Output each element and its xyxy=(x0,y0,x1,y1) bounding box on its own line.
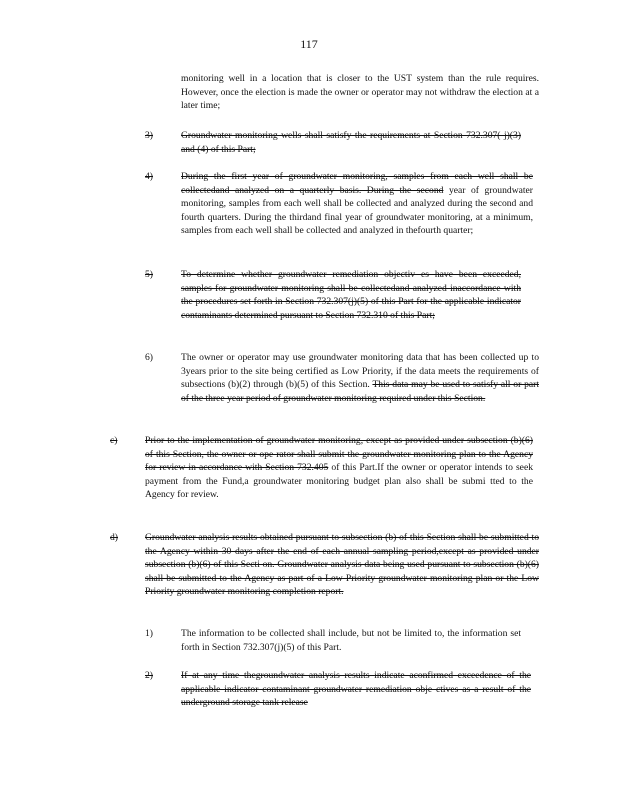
item-d-text: Groundwater analysis results obtained pursuant to subsection (b) of this Section shall be submitted to the Agency within 30 days after the end of each annual sampling period,except as provided under subsection (b)(6) of this Secti on. Groundwater analysis data being used pursuant to subsection (b)(6) shall be submitted to the Agency as part of a Low Priority groundwater monitoring plan or the Low Priority groundwater monitoring completion report. xyxy=(145,532,539,598)
item-3-text: Groundwater monitoring wells shall satisfy the requirements at Section 732.307( j)(3) and (4) of this Part; xyxy=(181,130,521,155)
item-4-text: year of groundwater monitoring, samples from each well shall be collected and analyzed during the second and fourth quarters. During the thirdand final year of groundwater monitoring, at a minimum, samples from each well shall be collected and analyzed in thefourth quarter; xyxy=(181,184,533,237)
item-3-marker: 3) xyxy=(145,130,153,141)
item-c-marker: c) xyxy=(110,435,118,446)
item-6-struck-text: This data may be used to satisfy all or part of the three year period of groundwater monitoring required under this Section. xyxy=(181,379,539,404)
item-d-marker: d) xyxy=(110,532,118,543)
item-6-paragraph xyxy=(181,351,539,405)
item-d1-text: The information to be collected shall include, but not be limited to, the information set forth in Section 732.307(j)(5) of this Part. xyxy=(181,628,521,653)
item-c-paragraph xyxy=(145,434,533,502)
item-6-text: The owner or operator may use groundwater monitoring data that has been collected up to 3years prior to the site being certified as Low Priority, if the data meets the requirements of subsections (b)(2) through (b)(5) of this xyxy=(181,352,539,391)
item-5-text: To determine whether groundwater remediation objectiv es have been exceeded, samples for groundwater monitoring shall be collectedand analyzed inaccordance with the procedures set forth in Section 732.307(j)(5) of this Part for the applicable indicator contaminants determined pursuant to Section 732.310 of this Part; xyxy=(181,269,521,321)
item-c-text: of this Part.If the owner or operator intends to seek payment from the Fund,a groundwater monitoring budget plan also shall be submi tted to the Agency for review. xyxy=(145,462,533,501)
page-number: 117 xyxy=(300,37,318,51)
item-d2-marker: 2) xyxy=(145,670,153,681)
item-d2-text: If at any time thegroundwater analysis results indicate aconfirmed exceedence of the applicable indicator contaminant groundwater remediation obje ctives as a result of the underground storage tank release xyxy=(181,670,531,709)
item-c-struck-text: Prior to the implementation of groundwater monitoring, except as provided under subsection (b)(6) of this Section, the owner or ope rator shall submit the groundwater monitoring plan to the Agency for review in accordance with Section 732.405 xyxy=(145,435,533,474)
item-4-marker: 4) xyxy=(145,171,153,182)
intro-paragraph: monitoring well in a location that is closer to the UST system than the rule requires. However, once the election is made the owner or operator may not withdraw the election at a later time; xyxy=(181,73,539,112)
item-5-marker: 5) xyxy=(145,269,153,280)
item-d1-marker: 1) xyxy=(145,628,153,639)
item-4-struck-text: During the first year of groundwater monitoring, samples from each well shall be collectedand analyzed on a quarterly basis. During the second xyxy=(181,171,533,196)
item-6-text-tail: Section. xyxy=(338,379,370,391)
item-6-marker: 6) xyxy=(145,352,153,363)
item-4-paragraph xyxy=(181,170,533,238)
